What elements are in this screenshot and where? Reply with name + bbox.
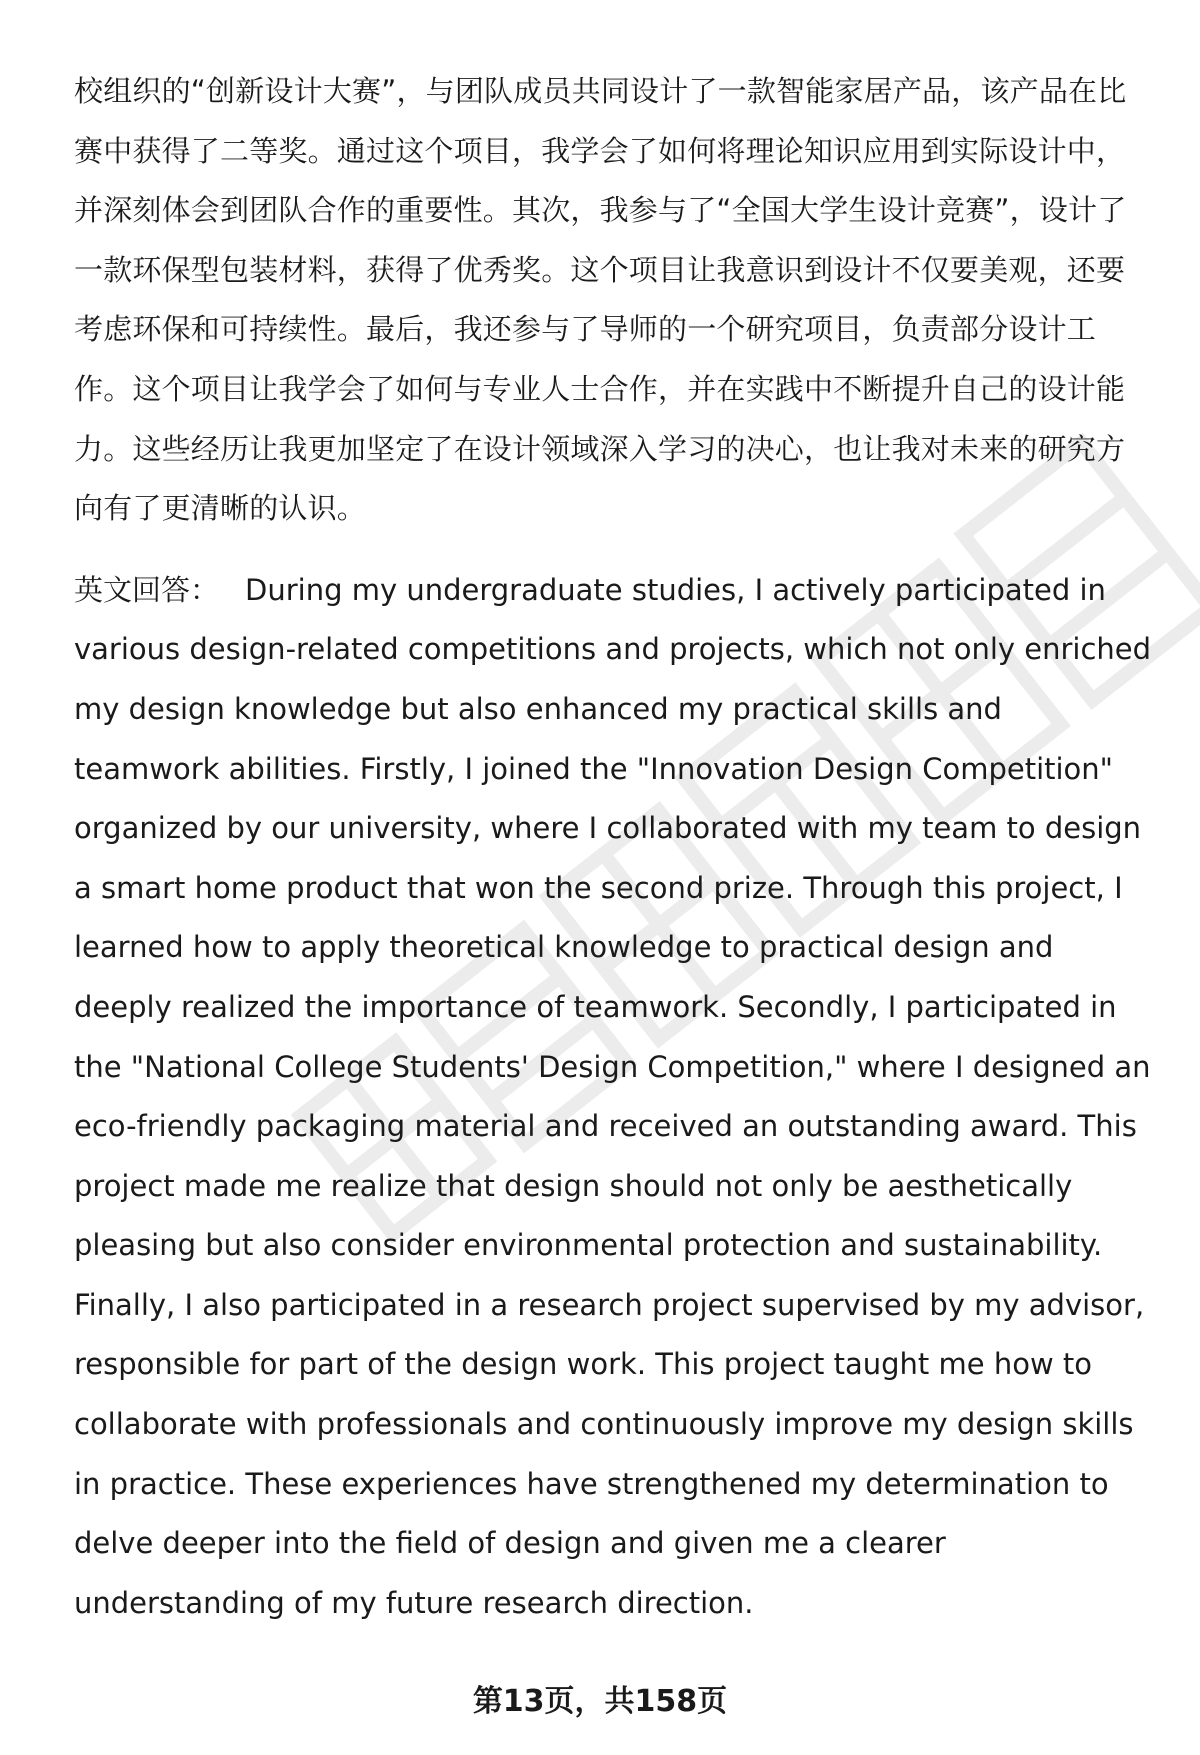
english-answer-paragraph bbox=[74, 561, 1154, 1634]
chinese-paragraph: 校组织的“创新设计大赛”，与团队成员共同设计了一款智能家居产品，该产品在比赛中获得了二等奖。通过这个项目，我学会了如何将理论知识应用到实际设计中，并深刻体会到团队合作的重要性。其次，我参与了“全国大学生设计竞赛”，设计了一款环保型包装材料，获得了优秀奖。这个项目让我意识到设计不仅要美观，还要考虑环保和可持续性。最后，我还参与了导师的一个研究项目，负责部分设计工作。这个项目让我学会了如何与专业人士合作，并在实践中不断提升自己的设计能力。这些经历让我更加坚定了在设计领域深入学习的决心，也让我对未来的研究方向有了更清晰的认识。 bbox=[74, 74, 1127, 526]
page-number: 第13页，共158页 bbox=[472, 1684, 728, 1719]
document-body bbox=[74, 62, 1154, 1633]
english-answer-text: During my undergraduate studies, I actively participated in various design-related competitions and projects, which not only enriched my design knowledge but also enhanced my practical skills and teamwork abilities. Firstly, I joined the "Innovation Design Competition" organized by our university, where I collaborated with my team to design a smart home product that won the second prize. Through this project, I learned how to apply theoretical knowledge to practical design and deeply realized the importance of teamwork. Secondly, I participated in the "National College Students' Design Competition," where I designed an eco-friendly packaging material and received an outstanding award. This project made me realize that design should not only be aesthetically pleasing but also consider environmental protection and sustainability. Finally, I also participated in a research project supervised by my advisor, responsible for part of the design work. This project taught me how to collaborate with professionals and continuously improve my design skills in practice. These experiences have strengthened my determination to delve deeper into the field of design and given me a clearer understanding of my future research direction. bbox=[74, 572, 1152, 1620]
english-answer-label: 英文回答： bbox=[74, 572, 220, 607]
